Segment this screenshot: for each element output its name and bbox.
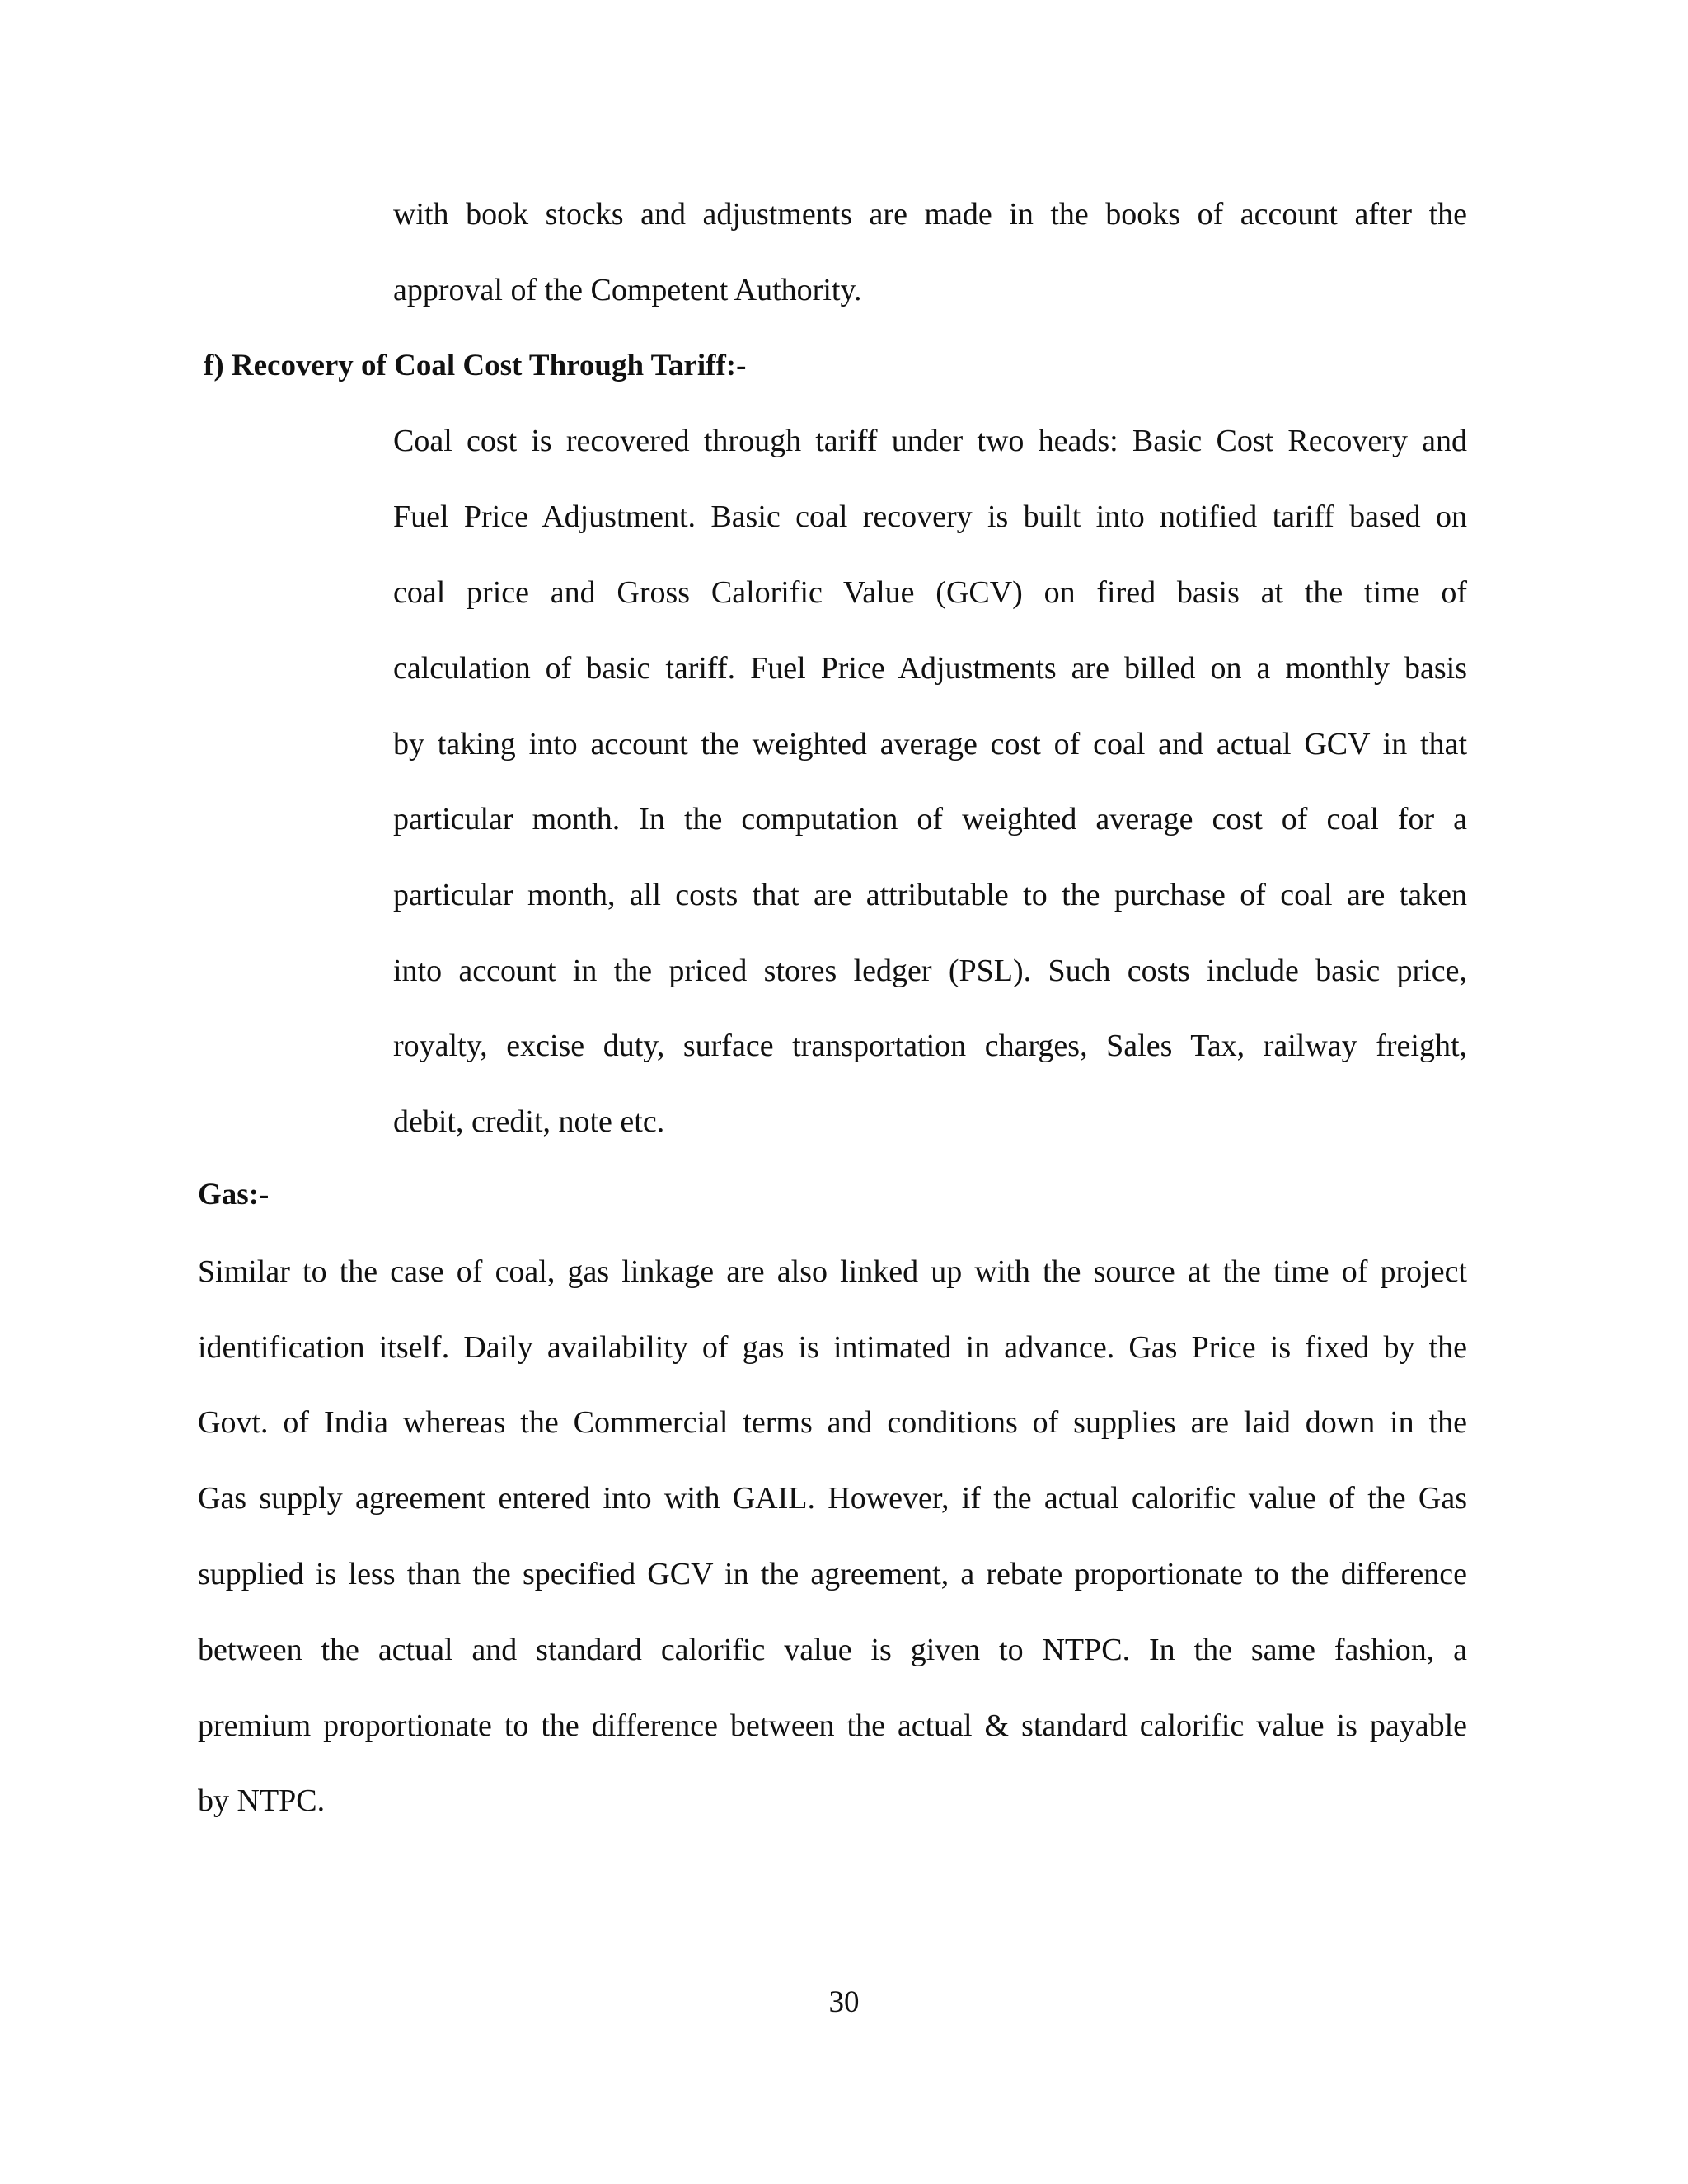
paragraph-line: supplied is less than the specified GCV in the agreement, a rebate proportionate to the difference (198, 1557, 1467, 1591)
paragraph-line: into account in the priced stores ledger (PSL). Such costs include basic price, (393, 954, 1467, 988)
paragraph-line: royalty, excise duty, surface transportation charges, Sales Tax, railway freight, (393, 1029, 1467, 1063)
paragraph-line: Fuel Price Adjustment. Basic coal recovery is built into notified tariff based on (393, 499, 1467, 534)
paragraph-line: between the actual and standard calorific value is given to NTPC. In the same fashion, a (198, 1633, 1467, 1667)
paragraph-line: calculation of basic tariff. Fuel Price Adjustments are billed on a monthly basis (393, 651, 1467, 686)
paragraph-line: approval of the Competent Authority. (393, 273, 862, 307)
paragraph-line: Gas supply agreement entered into with GAIL. However, if the actual calorific value of the Gas (198, 1481, 1467, 1516)
paragraph-line: debit, credit, note etc. (393, 1104, 665, 1139)
section-heading-coal-cost: f) Recovery of Coal Cost Through Tariff:- (204, 349, 747, 382)
paragraph-line: Govt. of India whereas the Commercial terms and conditions of supplies are laid down in the (198, 1405, 1467, 1440)
paragraph-line: Coal cost is recovered through tariff under two heads: Basic Cost Recovery and (393, 424, 1467, 458)
paragraph-line: Similar to the case of coal, gas linkage are also linked up with the source at the time of project (198, 1254, 1467, 1289)
paragraph-line: particular month, all costs that are attributable to the purchase of coal are taken (393, 878, 1467, 912)
paragraph-line: by NTPC. (198, 1783, 326, 1818)
paragraph-line: by taking into account the weighted average cost of coal and actual GCV in that (393, 727, 1467, 762)
paragraph-line: identification itself. Daily availability of gas is intimated in advance. Gas Price is fixed by the (198, 1330, 1467, 1365)
paragraph-line: premium proportionate to the difference between the actual & standard calorific value is payable (198, 1708, 1467, 1743)
paragraph-line: particular month. In the computation of weighted average cost of coal for a (393, 802, 1467, 837)
paragraph-line: with book stocks and adjustments are made in the books of account after the (393, 197, 1467, 232)
paragraph-line: coal price and Gross Calorific Value (GCV) on fired basis at the time of (393, 575, 1467, 610)
section-heading-gas: Gas:- (198, 1178, 270, 1212)
page-number: 30 (828, 1985, 860, 2019)
